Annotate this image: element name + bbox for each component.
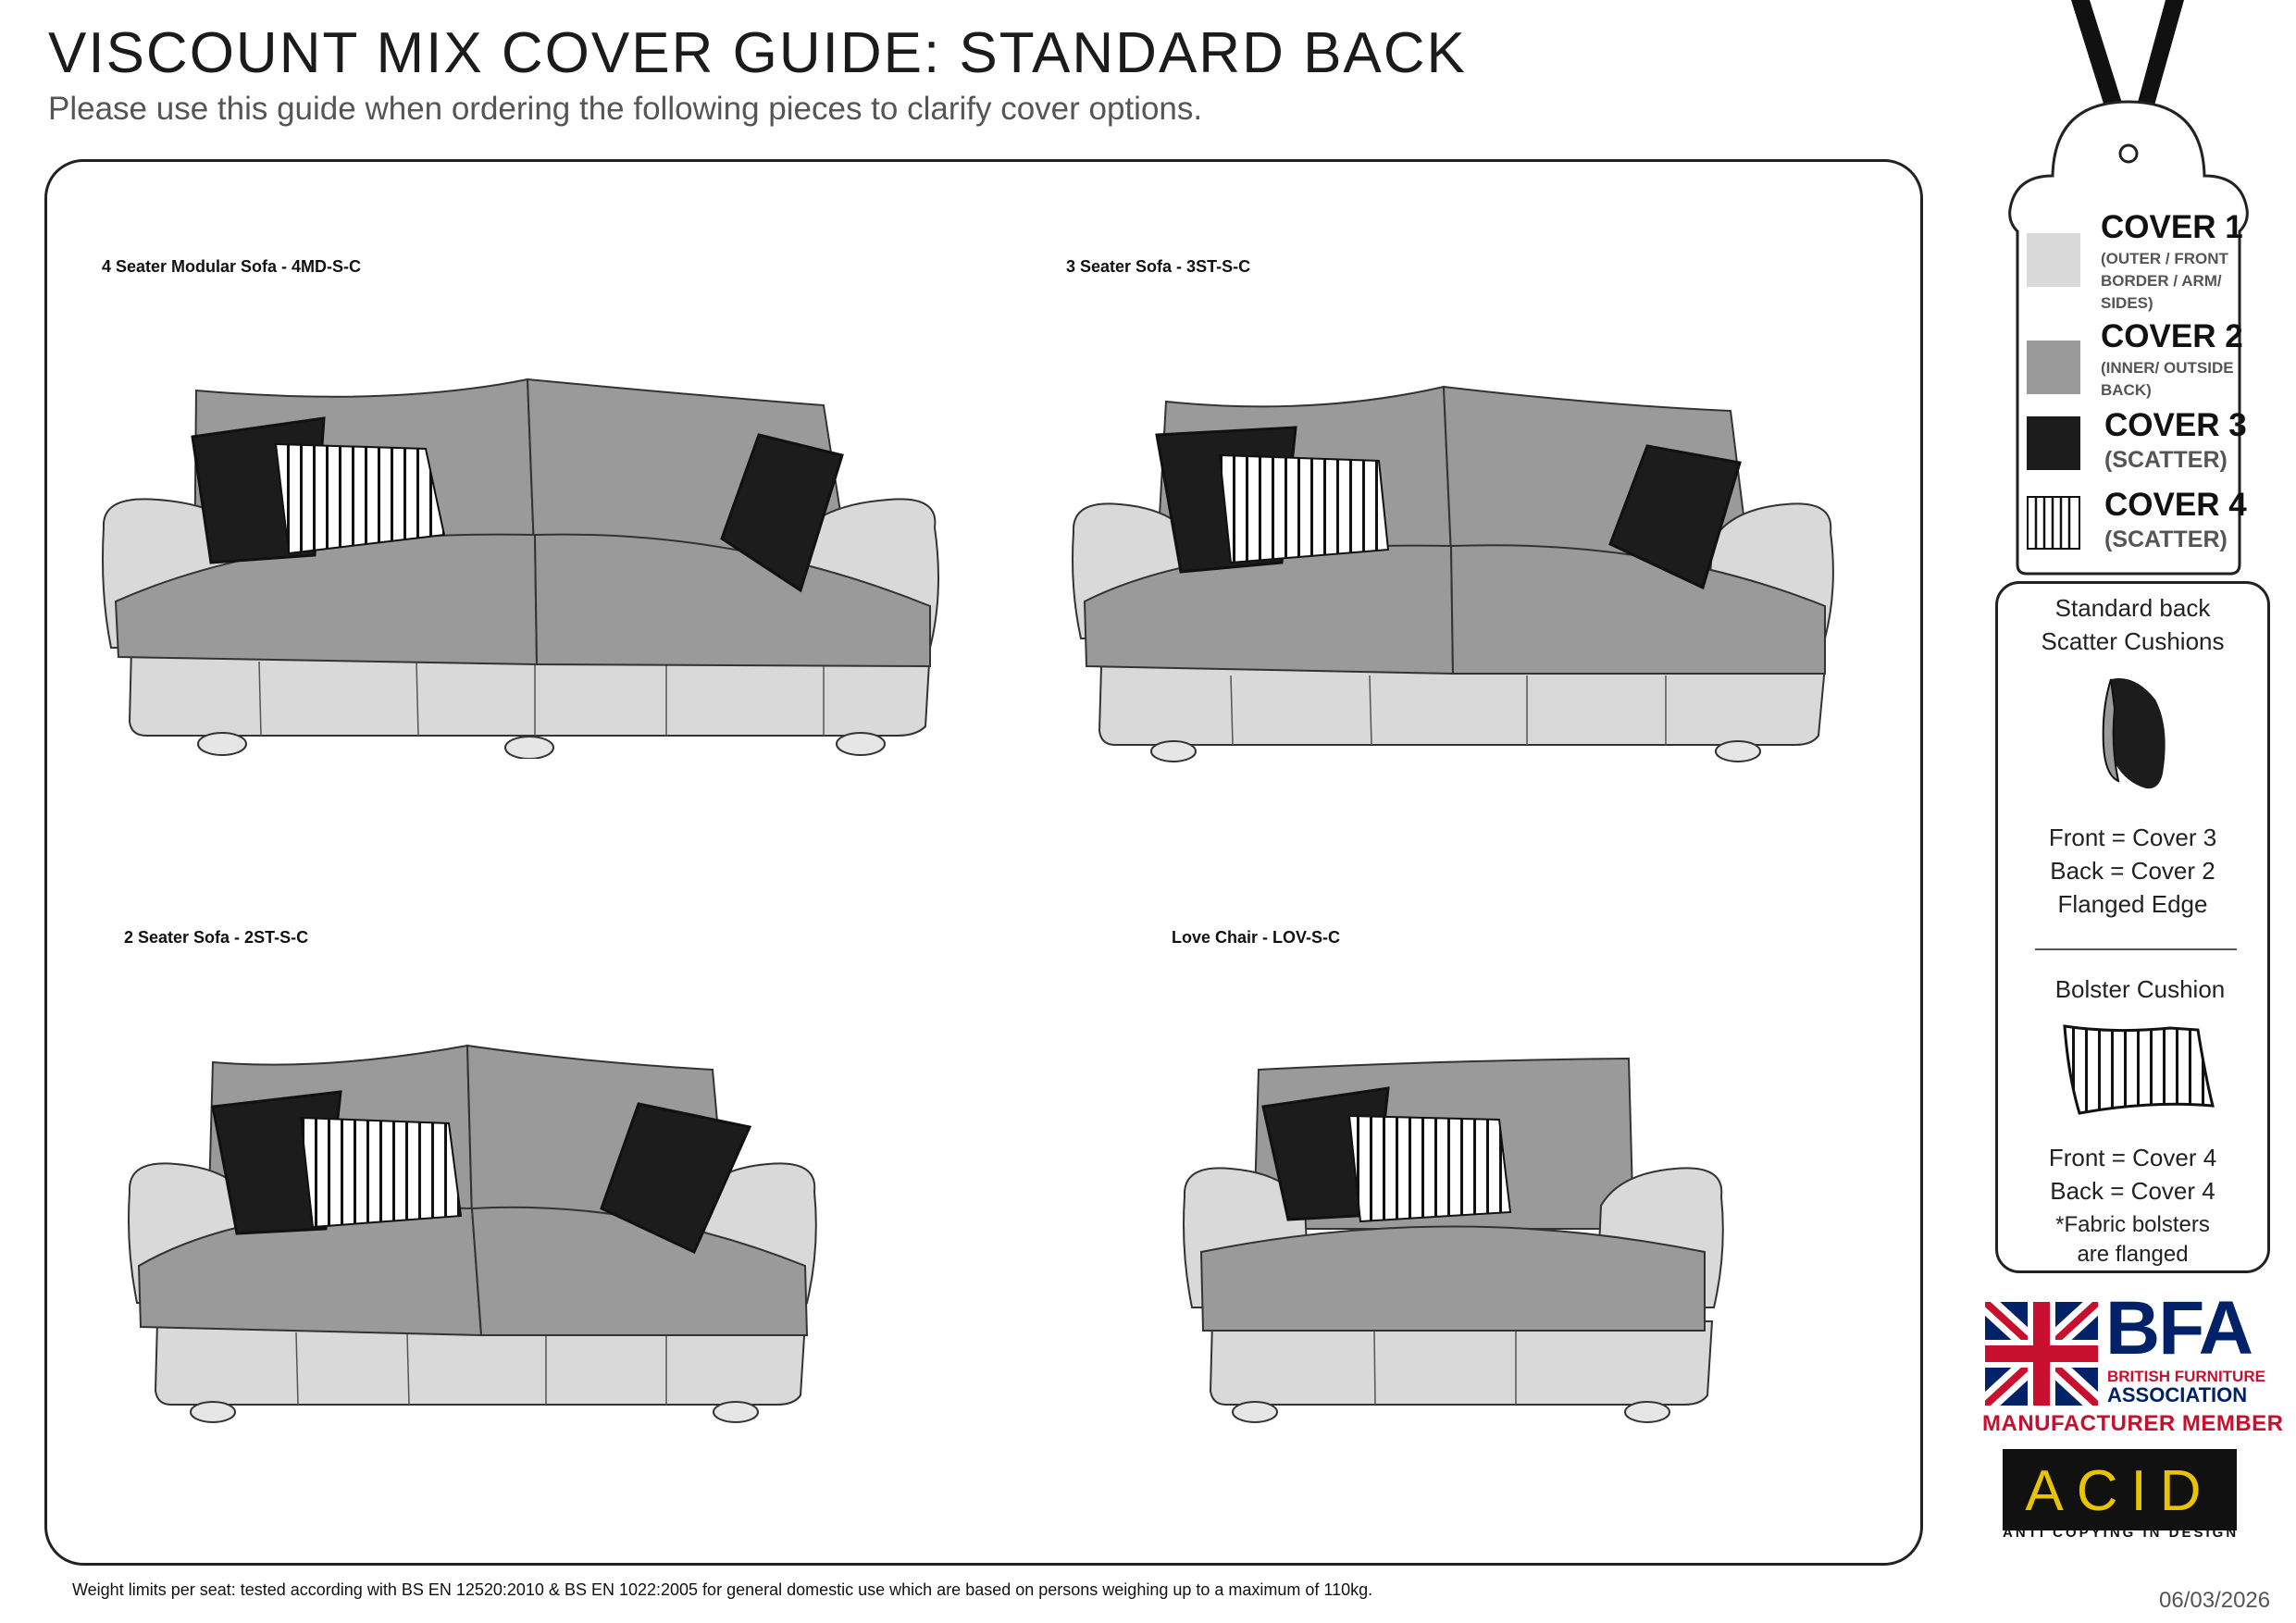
bolster-front-text: Front = Cover 4 [2048,1144,2217,1171]
cover-2-swatch [2027,341,2080,394]
cover-1-swatch [2027,233,2080,287]
cover-4-desc: (SCATTER) [2104,527,2228,552]
cushion-info-panel [1995,581,2270,1273]
cover-1-title: COVER 1 [2101,209,2243,245]
bolster-title: Bolster Cushion [2054,975,2226,1003]
scatter-front-text: Front = Cover 3 [2048,824,2217,851]
scatter-cushion-icon [2098,672,2172,797]
bfa-wordmark: BFA [2105,1286,2252,1370]
sofa-2-seater-illustration [120,1044,824,1423]
cover-1-desc: (OUTER / FRONT BORDER / ARM/ SIDES) [2101,250,2228,312]
product-label-love-chair: Love Chair - LOV-S-C [1172,928,1341,947]
bfa-logo [1985,1286,2265,1411]
bolster-note-line-2: are flanged [2077,1242,2189,1267]
page-subtitle: Please use this guide when ordering the following pieces to clarify cover options. [48,91,1203,127]
bolster-cushion-icon [2059,1021,2216,1122]
bolster-back-text: Back = Cover 4 [2050,1177,2215,1205]
scatter-edge-text: Flanged Edge [2057,890,2208,918]
sofa-4-seater-illustration [93,370,953,759]
bfa-line-2: ASSOCIATION [2107,1383,2248,1406]
cover-2-title: COVER 2 [2101,318,2243,354]
union-flag-icon [1985,1302,2098,1406]
document-date: 06/03/2026 [2159,1588,2271,1613]
product-label-3-seater: 3 Seater Sofa - 3ST-S-C [1066,257,1251,276]
weight-limit-note: Weight limits per seat: tested according with BS EN 12520:2010 & BS EN 1022:2005 for general domestic use which are based on persons weighing up to a maximum of 110kg. [72,1580,1373,1599]
cover-3-desc: (SCATTER) [2104,447,2228,473]
product-label-2-seater: 2 Seater Sofa - 2ST-S-C [124,928,309,947]
bfa-member-label: MANUFACTURER MEMBER [1982,1411,2284,1436]
cover-3-swatch [2027,416,2080,470]
cover-4-swatch [2027,496,2080,550]
scatter-title-line-1: Standard back [2054,594,2211,622]
sofa-3-seater-illustration [1064,379,1842,763]
acid-logo [2003,1449,2237,1530]
bolster-note-line-1: *Fabric bolsters [2055,1212,2210,1237]
cover-4-title: COVER 4 [2104,487,2247,523]
scatter-title-line-2: Scatter Cushions [2041,627,2225,655]
acid-wordmark: ACID [2025,1459,2215,1523]
bfa-line-1: BRITISH FURNITURE [2107,1368,2265,1385]
love-chair-illustration [1175,1053,1731,1423]
cover-2-desc: (INNER/ OUTSIDE BACK) [2101,359,2234,399]
cover-3-title: COVER 3 [2104,407,2247,443]
acid-tagline: ANTI COPYING IN DESIGN [2003,1525,2240,1541]
panel-divider [2035,948,2237,950]
product-label-4-seater: 4 Seater Modular Sofa - 4MD-S-C [102,257,362,276]
scatter-back-text: Back = Cover 2 [2050,857,2215,885]
page-title: VISCOUNT MIX COVER GUIDE: STANDARD BACK [48,21,1467,85]
